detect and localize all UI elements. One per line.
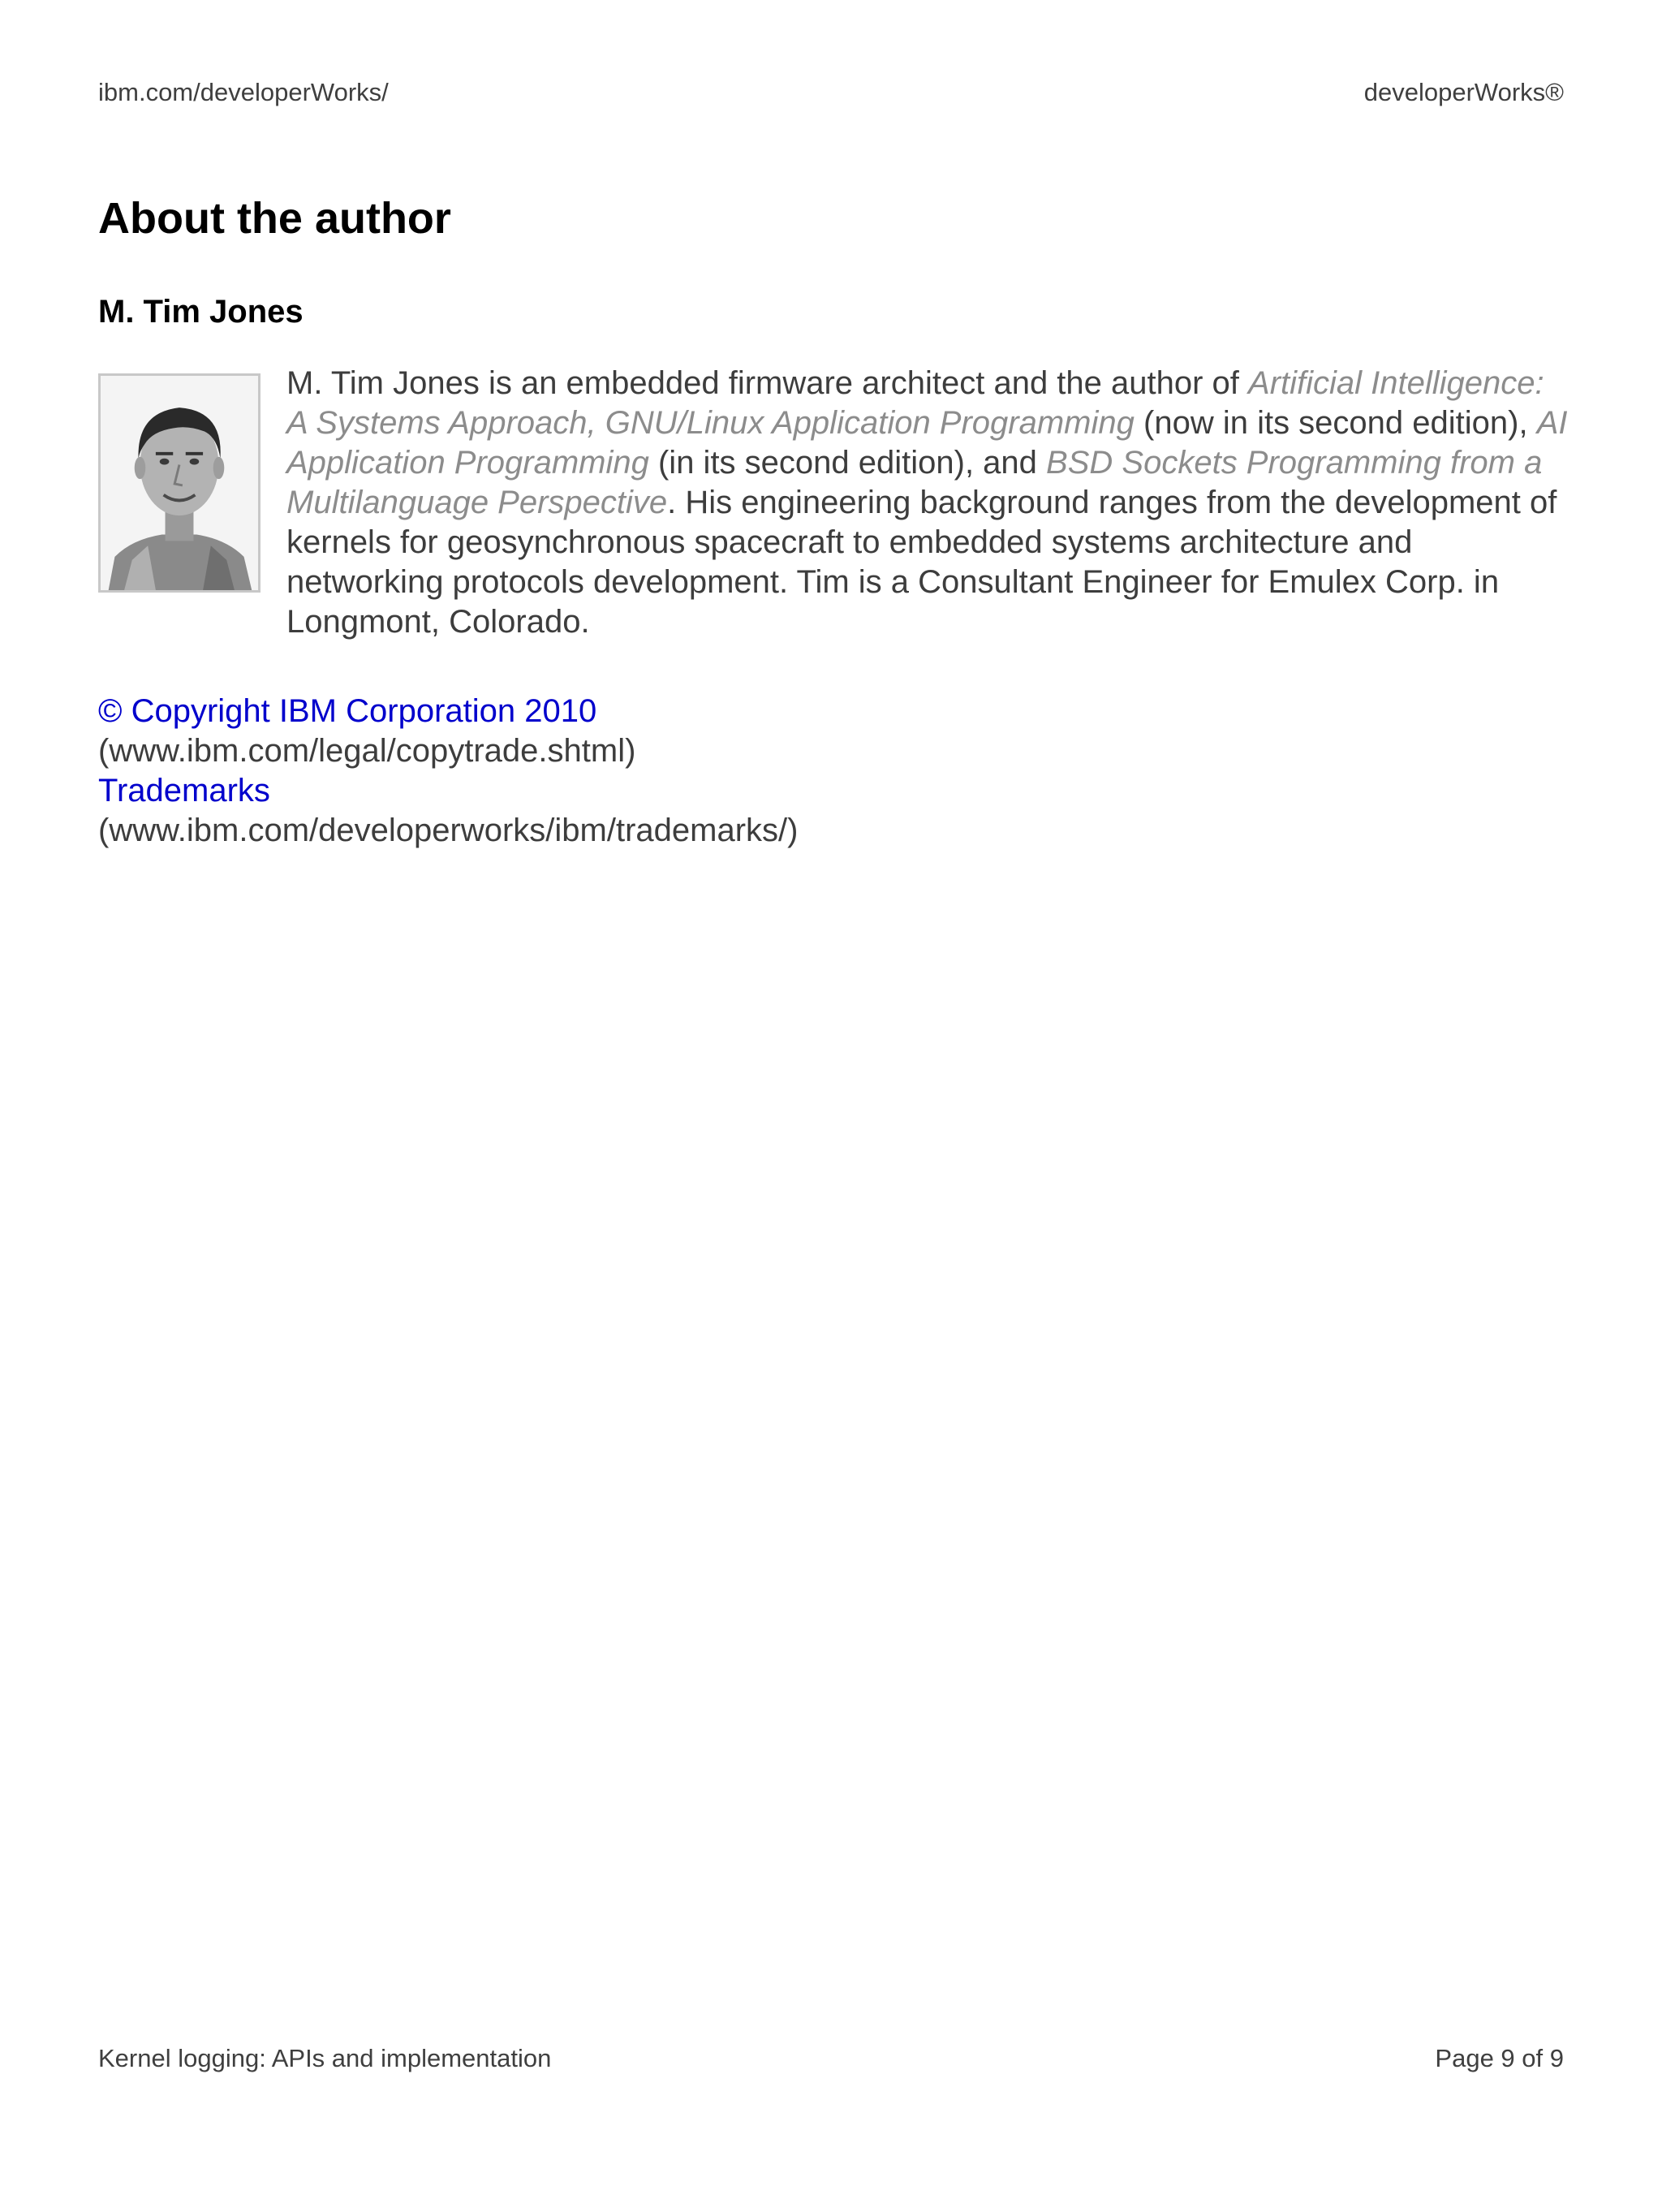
footer-document-title: Kernel logging: APIs and implementation (98, 2044, 552, 2072)
author-name: M. Tim Jones (98, 294, 304, 330)
bio-text-4: . His engineering background ranges from the development of kernels for geosynchronous spacecraft to embedded systems architecture and networking protocols development. Tim is a Consultant Engineer for Emulex Corp. in Longmont, Colorado. (286, 485, 1557, 640)
book-title-ai-systems-linux: Artificial Intelligence: A Systems Approach, GNU/Linux Application Programming (286, 365, 1544, 441)
bio-text-3: (in its second edition), and (648, 445, 1047, 481)
book-title-bsd-sockets: BSD Sockets Programming from a Multilanguage Perspective (286, 445, 1543, 520)
copyright-url: (www.ibm.com/legal/copytrade.shtml) (98, 733, 636, 769)
copyright-link[interactable]: © Copyright IBM Corporation 2010 (98, 693, 597, 729)
author-photo (98, 373, 260, 593)
book-title-ai-application-programming: AI Application Programming (286, 405, 1568, 481)
author-portrait-icon (101, 376, 258, 590)
bio-text-2: (now in its second edition), (1134, 405, 1537, 441)
header-site-url: ibm.com/developerWorks/ (98, 78, 389, 106)
legal-section (98, 692, 1559, 851)
author-bio (286, 364, 1569, 642)
footer-page-number: Page 9 of 9 (1435, 2044, 1564, 2072)
trademarks-url: (www.ibm.com/developerworks/ibm/trademarks/) (98, 813, 799, 848)
section-title: About the author (98, 194, 451, 243)
trademarks-link[interactable]: Trademarks (98, 773, 270, 808)
header-brand: developerWorks® (1363, 78, 1564, 106)
bio-text-1: M. Tim Jones is an embedded firmware architect and the author of (286, 365, 1249, 401)
